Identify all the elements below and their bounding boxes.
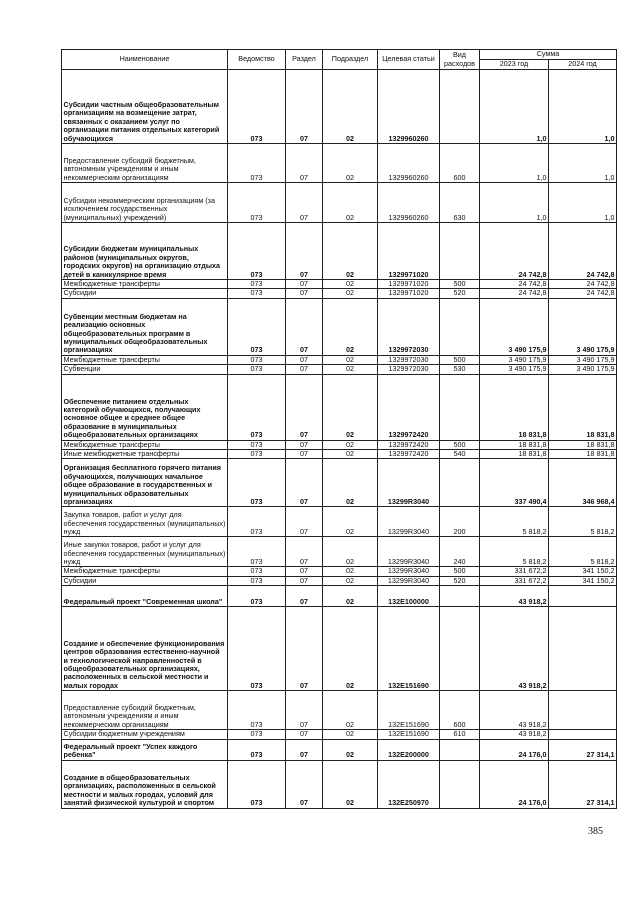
table-row [62, 691, 617, 730]
cell-sum-2024: 3 490 175,9 [549, 365, 617, 374]
cell-dept: 073 [228, 537, 286, 567]
cell-section: 07 [286, 537, 323, 567]
cell-dept: 073 [228, 374, 286, 440]
cell-target: 13299R3040 [378, 507, 440, 537]
cell-section: 07 [286, 586, 323, 607]
cell-target: 132E200000 [378, 739, 440, 760]
cell-kind: 600 [440, 691, 480, 730]
cell-dept: 073 [228, 459, 286, 507]
cell-target: 1329972030 [378, 365, 440, 374]
cell-dept: 073 [228, 183, 286, 223]
cell-subsection: 02 [323, 576, 378, 585]
cell-sum-2023: 18 831,8 [480, 374, 549, 440]
cell-section: 07 [286, 374, 323, 440]
table-row [62, 576, 617, 585]
cell-dept: 073 [228, 586, 286, 607]
cell-section: 07 [286, 280, 323, 289]
cell-subsection: 02 [323, 607, 378, 691]
cell-kind: 530 [440, 365, 480, 374]
cell-name: Субвенции местным бюджетам на реализацию основных общеобразовательных программ в муниципальных общеобразовательных организациях [62, 298, 228, 355]
cell-section: 07 [286, 223, 323, 280]
table-row [62, 374, 617, 440]
cell-name: Федеральный проект "Успех каждого ребенка" [62, 739, 228, 760]
cell-name: Закупка товаров, работ и услуг для обеспечения государственных (муниципальных) нужд [62, 507, 228, 537]
cell-name: Предоставление субсидий бюджетным, автономным учреждениям и иным некоммерческим организациям [62, 691, 228, 730]
cell-sum-2024: 24 742,8 [549, 280, 617, 289]
table-row [62, 537, 617, 567]
cell-section: 07 [286, 70, 323, 144]
cell-dept: 073 [228, 223, 286, 280]
cell-sum-2023: 331 672,2 [480, 576, 549, 585]
cell-kind [440, 459, 480, 507]
table-row [62, 365, 617, 374]
cell-name: Организация бесплатного горячего питания обучающихся, получающих начальное общее образование в государственных и муниципальных образовательных организациях [62, 459, 228, 507]
cell-kind: 540 [440, 450, 480, 459]
cell-name: Иные закупки товаров, работ и услуг для обеспечения государственных (муниципальных) нужд [62, 537, 228, 567]
cell-section: 07 [286, 730, 323, 739]
cell-name: Предоставление субсидий бюджетным, автономным учреждениям и иным некоммерческим организациям [62, 144, 228, 183]
table-row [62, 223, 617, 280]
cell-sum-2023: 331 672,2 [480, 567, 549, 576]
cell-kind: 500 [440, 440, 480, 449]
cell-subsection: 02 [323, 70, 378, 144]
cell-dept: 073 [228, 576, 286, 585]
cell-sum-2024: 1,0 [549, 144, 617, 183]
cell-sum-2024: 18 831,8 [549, 440, 617, 449]
cell-dept: 073 [228, 507, 286, 537]
cell-kind: 500 [440, 280, 480, 289]
cell-sum-2024 [549, 586, 617, 607]
cell-name: Межбюджетные трансферты [62, 440, 228, 449]
col-dept-header: Ведомство [228, 50, 286, 70]
cell-sum-2024: 27 314,1 [549, 760, 617, 808]
cell-sum-2024: 18 831,8 [549, 450, 617, 459]
cell-target: 1329972420 [378, 374, 440, 440]
cell-name: Субсидии бюджетным учреждениям [62, 730, 228, 739]
cell-sum-2024 [549, 607, 617, 691]
cell-sum-2024: 341 150,2 [549, 576, 617, 585]
cell-subsection: 02 [323, 374, 378, 440]
page-number: 385 [588, 826, 603, 837]
cell-subsection: 02 [323, 289, 378, 298]
cell-section: 07 [286, 691, 323, 730]
col-subsection-header: Подраздел [323, 50, 378, 70]
cell-name: Федеральный проект "Современная школа" [62, 586, 228, 607]
cell-name: Субсидии бюджетам муниципальных районов (муниципальных округов, городских округов) на организацию отдыха детей в каникулярное время [62, 223, 228, 280]
cell-dept: 073 [228, 144, 286, 183]
cell-target: 1329960260 [378, 70, 440, 144]
cell-name: Создание в общеобразовательных организациях, расположенных в сельской местности и малых городах, условий для занятий физической культурой и спортом [62, 760, 228, 808]
cell-dept: 073 [228, 760, 286, 808]
table-row [62, 280, 617, 289]
col-kind-header: Вид расходов [440, 50, 480, 70]
cell-target: 1329972030 [378, 355, 440, 364]
cell-name: Субсидии [62, 576, 228, 585]
cell-kind: 500 [440, 355, 480, 364]
cell-name: Создание и обеспечение функционирования центров образования естественно-научной и технологической направленностей в общеобразовательных организациях, расположенных в сельской местности и малых городах [62, 607, 228, 691]
cell-dept: 073 [228, 298, 286, 355]
cell-sum-2023: 337 490,4 [480, 459, 549, 507]
table-row [62, 586, 617, 607]
cell-sum-2024: 24 742,8 [549, 289, 617, 298]
cell-subsection: 02 [323, 450, 378, 459]
cell-section: 07 [286, 607, 323, 691]
cell-target: 1329971020 [378, 223, 440, 280]
cell-target: 13299R3040 [378, 567, 440, 576]
cell-target: 1329972420 [378, 450, 440, 459]
cell-dept: 073 [228, 730, 286, 739]
cell-section: 07 [286, 298, 323, 355]
cell-sum-2023: 18 831,8 [480, 450, 549, 459]
table-row [62, 739, 617, 760]
cell-dept: 073 [228, 355, 286, 364]
cell-subsection: 02 [323, 537, 378, 567]
table-row [62, 144, 617, 183]
col-2023-header: 2023 год [480, 60, 549, 70]
cell-target: 1329960260 [378, 183, 440, 223]
table-row [62, 289, 617, 298]
cell-name: Субсидии [62, 289, 228, 298]
table-row [62, 355, 617, 364]
cell-name: Иные межбюджетные трансферты [62, 450, 228, 459]
cell-subsection: 02 [323, 183, 378, 223]
cell-sum-2023: 43 918,2 [480, 607, 549, 691]
cell-sum-2023: 24 176,0 [480, 739, 549, 760]
cell-sum-2023: 43 918,2 [480, 730, 549, 739]
cell-subsection: 02 [323, 355, 378, 364]
cell-dept: 073 [228, 739, 286, 760]
cell-dept: 073 [228, 450, 286, 459]
cell-subsection: 02 [323, 739, 378, 760]
table-row [62, 459, 617, 507]
cell-sum-2024: 346 968,4 [549, 459, 617, 507]
cell-sum-2024: 27 314,1 [549, 739, 617, 760]
cell-section: 07 [286, 355, 323, 364]
cell-sum-2024 [549, 691, 617, 730]
cell-name: Межбюджетные трансферты [62, 355, 228, 364]
cell-name: Субсидии некоммерческим организациям (за исключением государственных (муниципальных) учреждений) [62, 183, 228, 223]
cell-section: 07 [286, 183, 323, 223]
cell-target: 132E151690 [378, 730, 440, 739]
cell-sum-2023: 1,0 [480, 183, 549, 223]
cell-kind: 610 [440, 730, 480, 739]
cell-sum-2023: 5 818,2 [480, 507, 549, 537]
cell-name: Субсидии частным общеобразовательным организациям на возмещение затрат, связанных с оказанием услуг по организации питания отдельных категорий обучающихся [62, 70, 228, 144]
cell-section: 07 [286, 144, 323, 183]
cell-subsection: 02 [323, 507, 378, 537]
cell-subsection: 02 [323, 144, 378, 183]
table-body [62, 70, 617, 809]
cell-target: 1329971020 [378, 280, 440, 289]
cell-kind [440, 586, 480, 607]
cell-target: 1329972030 [378, 298, 440, 355]
cell-sum-2023: 3 490 175,9 [480, 355, 549, 364]
cell-kind: 520 [440, 289, 480, 298]
cell-sum-2024: 341 150,2 [549, 567, 617, 576]
cell-kind: 240 [440, 537, 480, 567]
budget-table [61, 49, 617, 809]
cell-sum-2024: 1,0 [549, 183, 617, 223]
cell-target: 132E151690 [378, 607, 440, 691]
cell-kind: 200 [440, 507, 480, 537]
cell-section: 07 [286, 289, 323, 298]
cell-target: 1329971020 [378, 289, 440, 298]
cell-target: 132E100000 [378, 586, 440, 607]
cell-dept: 073 [228, 289, 286, 298]
cell-dept: 073 [228, 607, 286, 691]
table-row [62, 183, 617, 223]
header-row [62, 50, 617, 60]
cell-section: 07 [286, 739, 323, 760]
cell-kind [440, 607, 480, 691]
table-row [62, 760, 617, 808]
cell-target: 13299R3040 [378, 537, 440, 567]
cell-dept: 073 [228, 365, 286, 374]
table-row [62, 567, 617, 576]
table-row [62, 730, 617, 739]
cell-target: 1329972420 [378, 440, 440, 449]
cell-sum-2024: 5 818,2 [549, 537, 617, 567]
table-row [62, 507, 617, 537]
cell-kind [440, 374, 480, 440]
cell-dept: 073 [228, 691, 286, 730]
cell-sum-2023: 24 742,8 [480, 280, 549, 289]
cell-name: Межбюджетные трансферты [62, 567, 228, 576]
cell-sum-2024 [549, 730, 617, 739]
cell-kind [440, 739, 480, 760]
cell-kind: 500 [440, 567, 480, 576]
col-section-header: Раздел [286, 50, 323, 70]
cell-sum-2024: 3 490 175,9 [549, 298, 617, 355]
table-row [62, 440, 617, 449]
cell-sum-2023: 24 742,8 [480, 223, 549, 280]
cell-dept: 073 [228, 70, 286, 144]
cell-section: 07 [286, 459, 323, 507]
col-name-header: Наименование [62, 50, 228, 70]
table-row [62, 607, 617, 691]
cell-dept: 073 [228, 567, 286, 576]
cell-section: 07 [286, 450, 323, 459]
cell-target: 13299R3040 [378, 576, 440, 585]
cell-sum-2023: 24 176,0 [480, 760, 549, 808]
cell-subsection: 02 [323, 567, 378, 576]
cell-sum-2023: 1,0 [480, 70, 549, 144]
cell-sum-2023: 43 918,2 [480, 691, 549, 730]
table-row [62, 450, 617, 459]
cell-subsection: 02 [323, 730, 378, 739]
cell-section: 07 [286, 567, 323, 576]
cell-subsection: 02 [323, 223, 378, 280]
cell-section: 07 [286, 576, 323, 585]
cell-subsection: 02 [323, 365, 378, 374]
cell-name: Обеспечение питанием отдельных категорий обучающихся, получающих основное общее и среднее общее образование в муниципальных общеобразовательных организациях [62, 374, 228, 440]
cell-subsection: 02 [323, 586, 378, 607]
cell-kind: 600 [440, 144, 480, 183]
budget-table-sheet [61, 49, 616, 809]
cell-kind [440, 70, 480, 144]
cell-subsection: 02 [323, 760, 378, 808]
cell-sum-2024: 18 831,8 [549, 374, 617, 440]
cell-kind: 520 [440, 576, 480, 585]
cell-dept: 073 [228, 440, 286, 449]
cell-subsection: 02 [323, 280, 378, 289]
col-target-header: Целевая статьи [378, 50, 440, 70]
table-row [62, 298, 617, 355]
cell-sum-2024: 5 818,2 [549, 507, 617, 537]
cell-sum-2023: 3 490 175,9 [480, 365, 549, 374]
cell-section: 07 [286, 760, 323, 808]
cell-name: Межбюджетные трансферты [62, 280, 228, 289]
cell-subsection: 02 [323, 691, 378, 730]
cell-target: 1329960260 [378, 144, 440, 183]
cell-target: 132E250970 [378, 760, 440, 808]
cell-section: 07 [286, 507, 323, 537]
cell-kind [440, 223, 480, 280]
cell-sum-2023: 24 742,8 [480, 289, 549, 298]
cell-sum-2023: 3 490 175,9 [480, 298, 549, 355]
cell-name: Субвенции [62, 365, 228, 374]
cell-sum-2023: 18 831,8 [480, 440, 549, 449]
table-row [62, 70, 617, 144]
col-sum-header: Сумма [480, 50, 617, 60]
cell-section: 07 [286, 440, 323, 449]
cell-dept: 073 [228, 280, 286, 289]
cell-kind [440, 298, 480, 355]
cell-kind [440, 760, 480, 808]
cell-sum-2023: 1,0 [480, 144, 549, 183]
cell-target: 13299R3040 [378, 459, 440, 507]
cell-sum-2023: 5 818,2 [480, 537, 549, 567]
cell-sum-2024: 3 490 175,9 [549, 355, 617, 364]
col-2024-header: 2024 год [549, 60, 617, 70]
cell-sum-2024: 24 742,8 [549, 223, 617, 280]
cell-subsection: 02 [323, 459, 378, 507]
cell-sum-2023: 43 918,2 [480, 586, 549, 607]
cell-subsection: 02 [323, 440, 378, 449]
cell-subsection: 02 [323, 298, 378, 355]
cell-section: 07 [286, 365, 323, 374]
cell-sum-2024: 1,0 [549, 70, 617, 144]
cell-target: 132E151690 [378, 691, 440, 730]
cell-kind: 630 [440, 183, 480, 223]
